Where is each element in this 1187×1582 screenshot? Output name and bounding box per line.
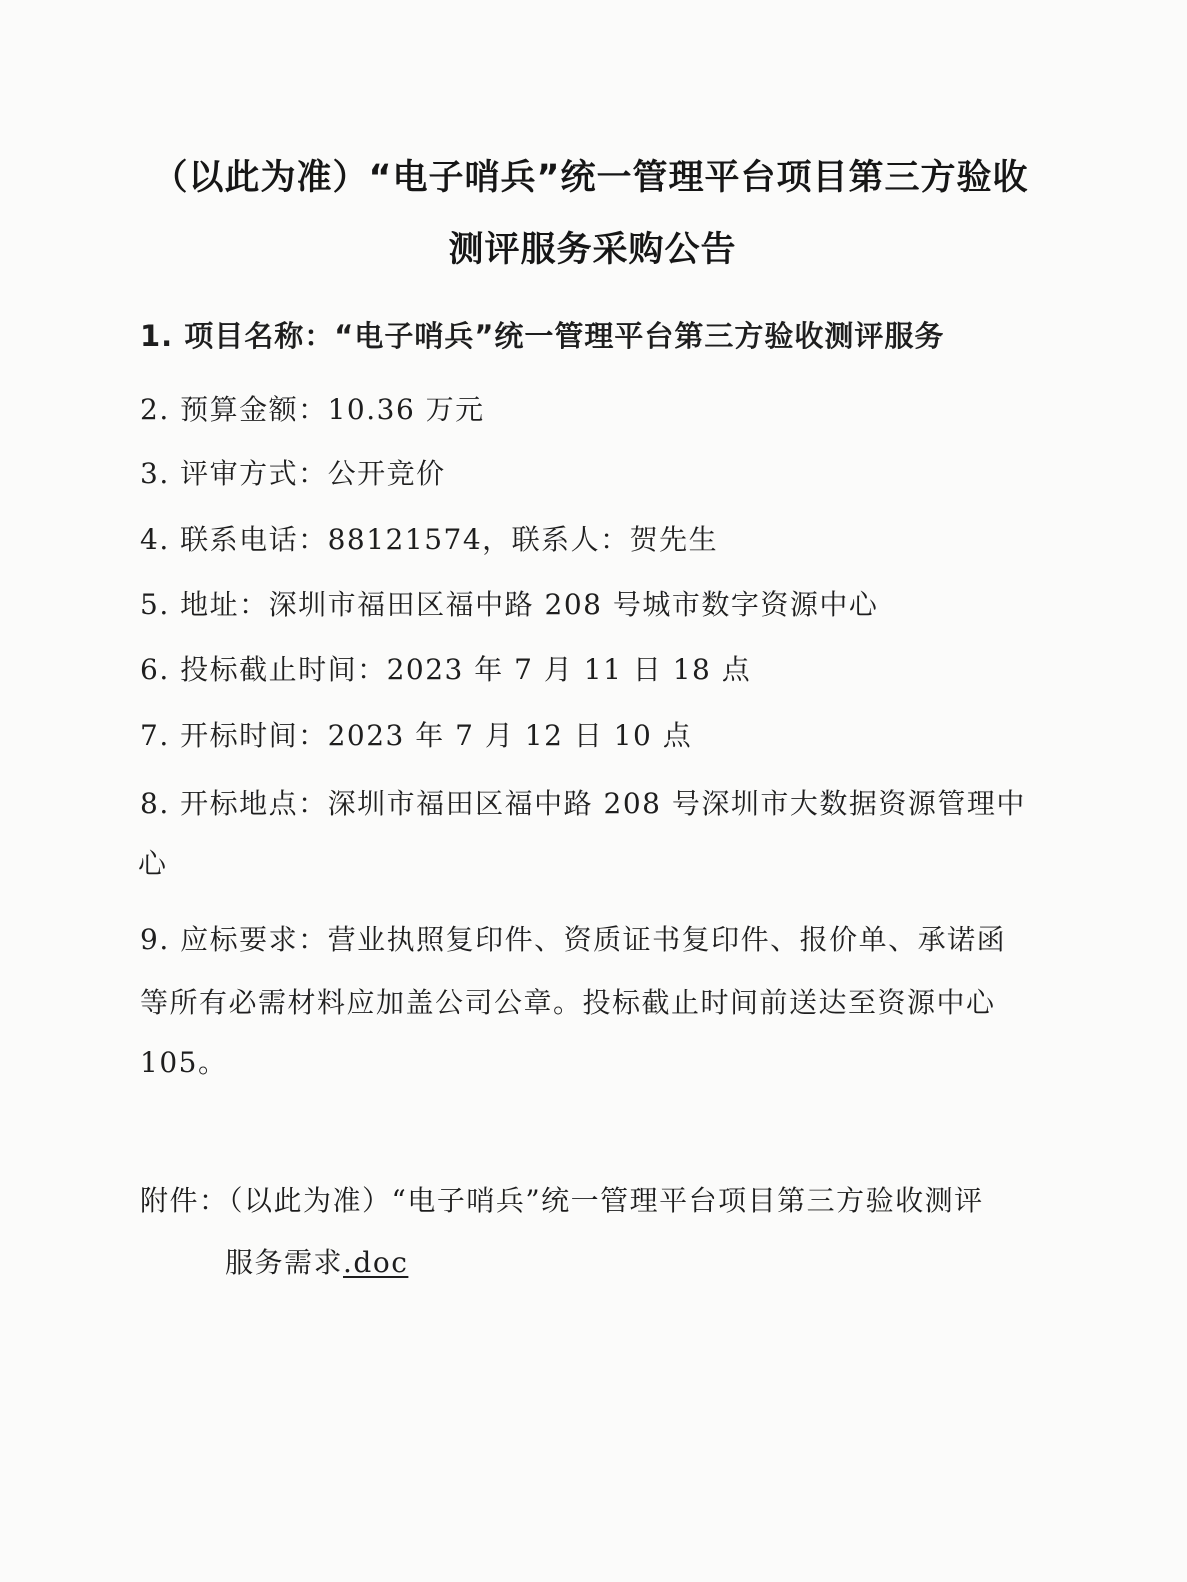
document-title-line-1: （以此为准）“电子哨兵”统一管理平台项目第三方验收: [152, 158, 1029, 198]
attachment-link-text: 服务需求: [225, 1246, 344, 1279]
item-address: 5. 地址：深圳市福田区福中路 208 号城市数字资源中心: [140, 588, 879, 621]
item-bid-opening-place-line-2: 心: [138, 847, 168, 880]
document-title-line-2: 测评服务采购公告: [448, 230, 737, 270]
item-bid-requirements-line-2: 等所有必需材料应加盖公司公章。投标截止时间前送达至资源中心: [140, 986, 996, 1019]
item-budget: 2. 预算金额：10.36 万元: [140, 393, 485, 426]
item-bid-requirements-line-3: 105。: [140, 1046, 228, 1079]
item-contact: 4. 联系电话：88121574，联系人：贺先生: [140, 523, 719, 556]
item-bid-requirements-line-1: 9. 应标要求：营业执照复印件、资质证书复印件、报价单、承诺函: [140, 923, 1007, 956]
attachment-label: 附件：（以此为准）“电子哨兵”统一管理平台项目第三方验收测评: [140, 1184, 984, 1217]
item-bid-opening-time: 7. 开标时间：2023 年 7 月 12 日 10 点: [140, 719, 693, 752]
attachment-link[interactable]: [225, 1245, 408, 1281]
attachment-link-extension: .doc: [343, 1246, 409, 1279]
item-bid-opening-place-line-1: 8. 开标地点：深圳市福田区福中路 208 号深圳市大数据资源管理中: [140, 787, 1026, 820]
item-review-method: 3. 评审方式：公开竞价: [140, 457, 446, 490]
item-bid-deadline: 6. 投标截止时间：2023 年 7 月 11 日 18 点: [140, 653, 752, 686]
item-project-name: 1. 项目名称：“电子哨兵”统一管理平台第三方验收测评服务: [140, 319, 945, 353]
